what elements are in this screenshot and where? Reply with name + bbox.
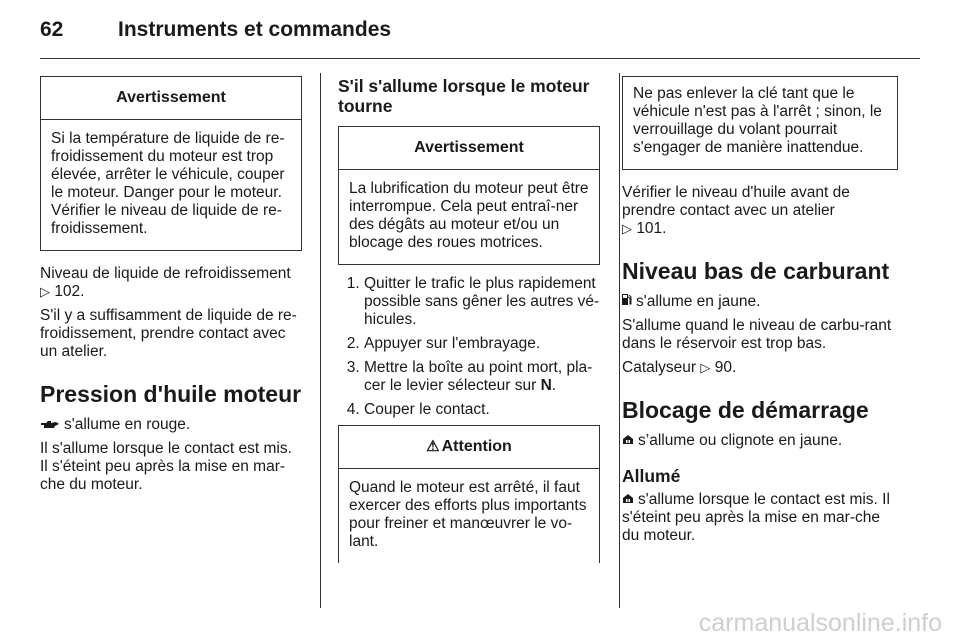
attention-box — [338, 425, 600, 563]
fuel-heading: Niveau bas de carburant — [622, 258, 890, 284]
fuel-lit-line: s'allume en jaune. — [622, 292, 898, 311]
warning-box-coolant — [40, 76, 302, 251]
header-rule — [40, 58, 920, 59]
oil-check-paragraph: Vérifier le niveau d'huile avant de prendre contact avec un atelier ▷ 101. — [622, 184, 850, 237]
list-item: 3. Mettre la boîte au point mort, pla-cer le levier sélecteur sur N. — [364, 359, 600, 395]
column-1 — [40, 72, 302, 500]
column-3 — [622, 72, 898, 551]
warning-box-title: Avertissement — [41, 77, 301, 120]
column-divider-2 — [619, 73, 620, 608]
catalyst-page-ref: 90. — [714, 359, 737, 376]
oil-can-icon — [40, 415, 60, 433]
on-heading: Allumé — [622, 466, 681, 486]
warning-box-lubrication — [338, 126, 600, 265]
oil-desc-paragraph: Il s'allume lorsque le contact est mis. Il s'éteint peu après la mise en mar-che du moteur. — [40, 440, 292, 493]
warning-box-text: La lubrification du moteur peut être interrompue. Cela peut entraî-ner des dégâts au moteur et/ou un blocage des roues motrices. — [349, 180, 589, 251]
immobilizer-heading: Blocage de démarrage — [622, 397, 869, 423]
oil-check-page-ref: 101. — [636, 220, 667, 237]
watermark: carmanualsonline.info — [698, 609, 942, 637]
fuel-pump-icon — [622, 292, 632, 310]
attention-box-head — [339, 426, 599, 469]
fuel-desc-paragraph: S'allume quand le niveau de carbu-rant dans le réservoir est trop bas. — [622, 317, 892, 352]
reference-arrow-icon: ▷ — [700, 360, 711, 375]
coolant-level-paragraph: Niveau de liquide de refroidissement ▷ 102. — [40, 265, 291, 300]
steps-list — [338, 275, 600, 419]
warning-box-title: Avertissement — [339, 127, 599, 170]
immobilizer-icon — [622, 490, 634, 508]
list-item: 1. Quitter le trafic le plus rapidement possible sans gêner les autres vé-hicules. — [364, 275, 600, 329]
oil-lit-line: s'allume en rouge. — [40, 415, 302, 434]
on-paragraph: s'allume lorsque le contact est mis. Il s'éteint peu après la mise en mar-che du moteur. — [622, 491, 890, 544]
gear-n: N — [540, 377, 552, 394]
page-header — [40, 16, 920, 56]
reference-arrow-icon: ▷ — [40, 284, 50, 299]
column-divider-1 — [320, 73, 321, 608]
warning-triangle-icon: ⚠ — [426, 438, 440, 455]
oil-pressure-heading: Pression d'huile moteur — [40, 381, 302, 407]
coolant-sufficient-paragraph: S'il y a suffisamment de liquide de re-froidissement, prendre contact avec un atelier. — [40, 307, 297, 360]
attention-box-title: Attention — [441, 438, 512, 455]
coolant-page-ref: 102. — [54, 283, 85, 300]
immobilizer-icon — [622, 431, 634, 449]
engine-running-heading: S'il s'allume lorsque le moteur tourne — [338, 76, 590, 116]
warning-box-text: Si la température de liquide de re-froidissement du moteur est trop élevée, arrêter le véhicule, couper le moteur. Danger pour le moteur. Vérifier le niveau de liquide de re-froidissement. — [51, 130, 285, 237]
catalyst-paragraph: Catalyseur ▷ 90. — [622, 359, 737, 376]
column-2 — [338, 72, 600, 563]
key-warning-text: Ne pas enlever la clé tant que le véhicule n'est pas à l'arrêt ; sinon, le verrouillage du volant pourrait s'engager de manière inattendue. — [633, 85, 882, 156]
list-item: 4. Couper le contact. — [364, 401, 600, 419]
page-title: Instruments et commandes — [118, 18, 392, 41]
immobilizer-lit-line: s’allume ou clignote en jaune. — [622, 431, 898, 450]
attention-box-text: Quand le moteur est arrêté, il faut exercer des efforts plus importants pour freiner et manœuvrer le vo-lant. — [349, 479, 587, 550]
page-number: 62 — [40, 18, 64, 41]
reference-arrow-icon: ▷ — [622, 221, 632, 236]
key-warning-box — [622, 76, 898, 170]
list-item: 2. Appuyer sur l'embrayage. — [364, 335, 600, 353]
